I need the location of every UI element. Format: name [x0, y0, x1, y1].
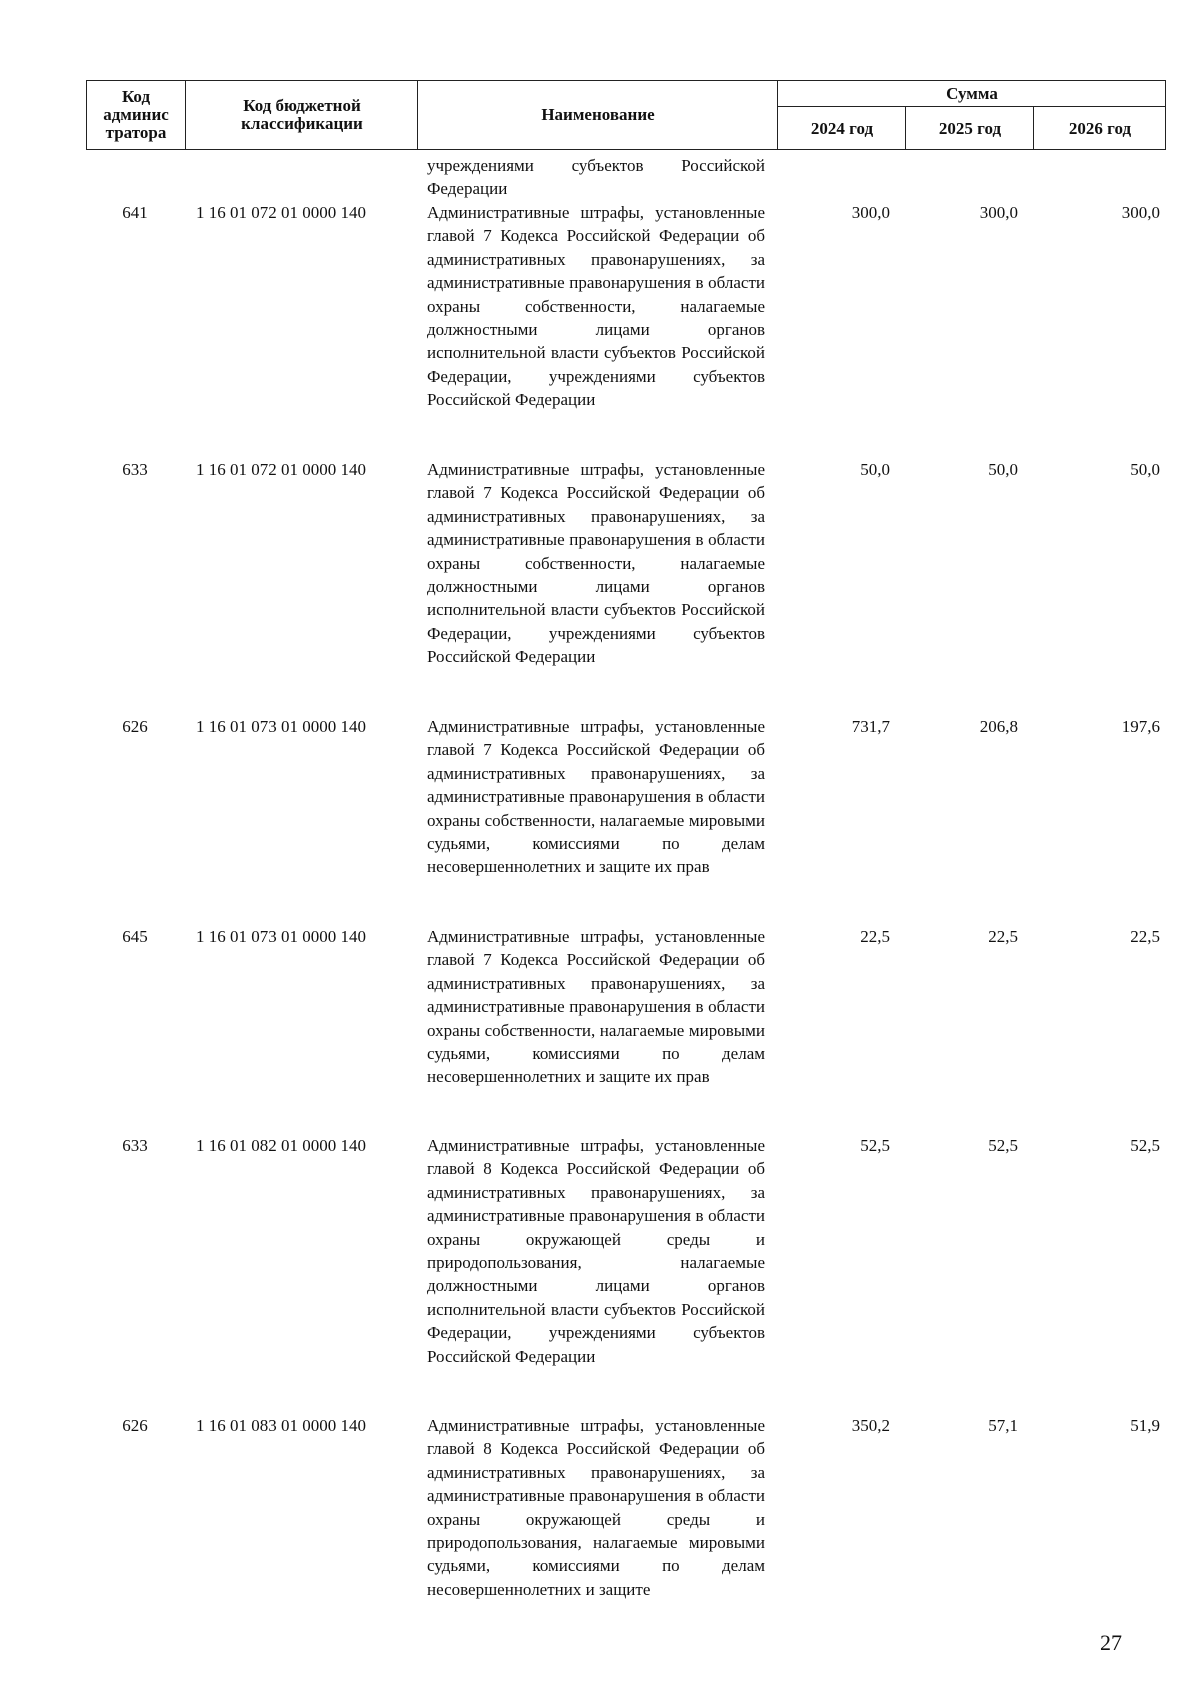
row-value-2024: 22,5 — [860, 927, 890, 946]
table-header — [86, 80, 1166, 150]
row-value-2025: 300,0 — [979, 203, 1018, 222]
row-admin-code: 633 — [122, 460, 148, 479]
header-budget-code: Код бюджетной классификации — [241, 96, 363, 133]
row-budget-code: 1 16 01 082 01 0000 140 — [196, 1136, 366, 1155]
row-budget-code: 1 16 01 073 01 0000 140 — [196, 927, 366, 946]
row-name: Административные штрафы, установленные главой 7 Кодекса Российской Федерации об административных правонарушениях, за административные правонарушения в области охраны собственности, налагаемые должностными лицами органов исполнительной власти субъектов Российской Федерации, учреждениями субъектов Российской Федерации — [427, 460, 765, 667]
row-name: Административные штрафы, установленные главой 8 Кодекса Российской Федерации об административных правонарушениях, за административные правонарушения в области охраны окружающей среды и природопользования, налагаемые должностными лицами органов исполнительной власти субъектов Российской Федерации, учреждениями субъектов Российской Федерации — [427, 1136, 765, 1366]
row-value-2026: 51,9 — [1130, 1416, 1160, 1435]
header-year-2025: 2025 год — [938, 118, 1002, 138]
header-year-2024: 2024 год — [810, 118, 874, 138]
row-value-2026: 22,5 — [1130, 927, 1160, 946]
header-name: Наименование — [541, 105, 655, 124]
row-value-2024: 50,0 — [860, 460, 890, 479]
header-year-2026: 2026 год — [1068, 118, 1132, 138]
header-sum: Сумма — [946, 83, 998, 103]
row-value-2024: 731,7 — [851, 717, 890, 736]
row-value-2024: 300,0 — [851, 203, 890, 222]
row-value-2024: 52,5 — [860, 1136, 890, 1155]
row-value-2025: 52,5 — [988, 1136, 1018, 1155]
row-name: Административные штрафы, установленные главой 7 Кодекса Российской Федерации об административных правонарушениях, за административные правонарушения в области охраны собственности, налагаемые мировыми судьями, комиссиями по делам несовершеннолетних и защите их прав — [427, 927, 765, 1087]
row-value-2025: 57,1 — [988, 1416, 1018, 1435]
row-admin-code: 641 — [122, 203, 148, 222]
row-budget-code: 1 16 01 083 01 0000 140 — [196, 1416, 366, 1435]
row-name: учреждениями субъектов Российской Федерации — [427, 156, 765, 199]
row-budget-code: 1 16 01 072 01 0000 140 — [196, 203, 366, 222]
row-admin-code: 626 — [122, 717, 148, 736]
row-value-2025: 22,5 — [988, 927, 1018, 946]
row-name: Административные штрафы, установленные главой 7 Кодекса Российской Федерации об административных правонарушениях, за административные правонарушения в области охраны собственности, налагаемые должностными лицами органов исполнительной власти субъектов Российской Федерации, учреждениями субъектов Российской Федерации — [427, 203, 765, 410]
row-value-2025: 206,8 — [979, 717, 1018, 736]
row-value-2026: 52,5 — [1130, 1136, 1160, 1155]
row-name: Административные штрафы, установленные главой 7 Кодекса Российской Федерации об административных правонарушениях, за административные правонарушения в области охраны собственности, налагаемые мировыми судьями, комиссиями по делам несовершеннолетних и защите их прав — [427, 717, 765, 877]
row-budget-code: 1 16 01 073 01 0000 140 — [196, 717, 366, 736]
row-value-2026: 300,0 — [1121, 203, 1160, 222]
row-admin-code: 626 — [122, 1416, 148, 1435]
row-value-2026: 50,0 — [1130, 460, 1160, 479]
row-value-2024: 350,2 — [851, 1416, 890, 1435]
header-admin-code: Код админис тратора — [103, 87, 169, 142]
row-value-2025: 50,0 — [988, 460, 1018, 479]
page-number: 27 — [1100, 1630, 1122, 1655]
row-admin-code: 633 — [122, 1136, 148, 1155]
row-name: Административные штрафы, установленные главой 8 Кодекса Российской Федерации об административных правонарушениях, за административные правонарушения в области охраны окружающей среды и природопользования, налагаемые мировыми судьями, комиссиями по делам несовершеннолетних и защите — [427, 1416, 765, 1599]
row-admin-code: 645 — [122, 927, 148, 946]
row-budget-code: 1 16 01 072 01 0000 140 — [196, 460, 366, 479]
row-value-2026: 197,6 — [1121, 717, 1160, 736]
